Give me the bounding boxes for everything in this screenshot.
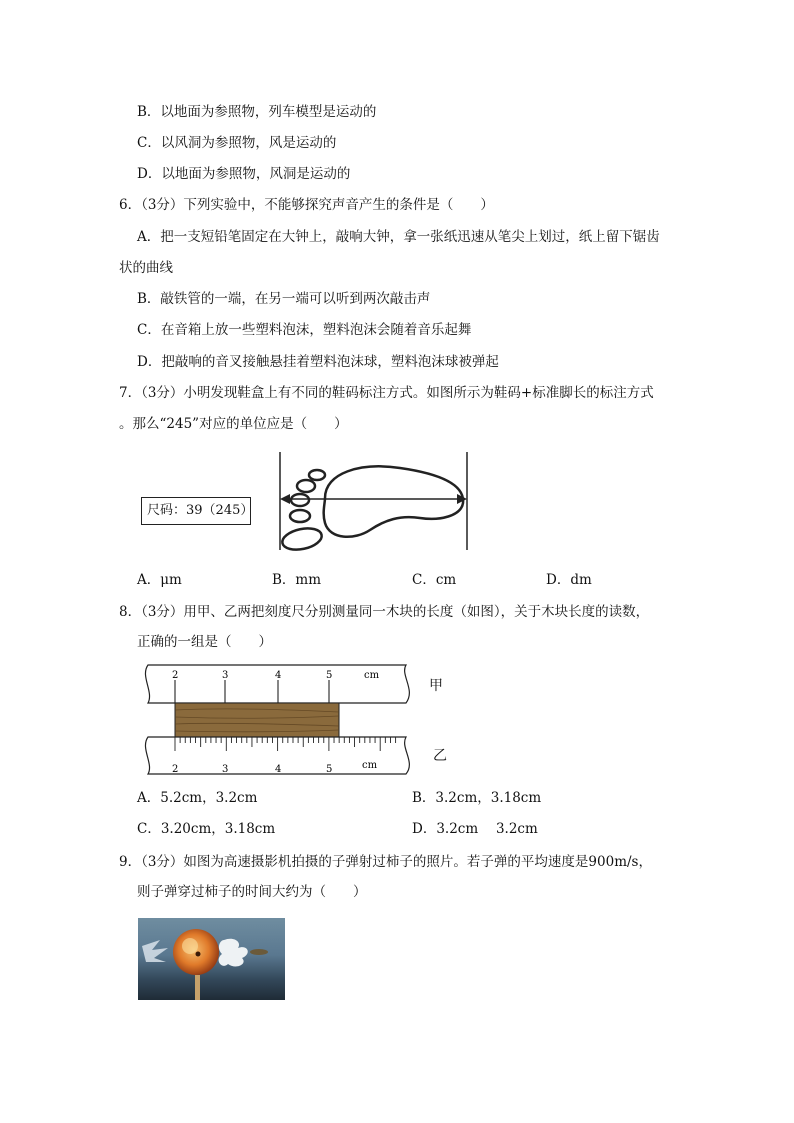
q6-option-a-line2: 状的曲线 <box>119 260 173 276</box>
q8-option-c: C．3.20cm，3.18cm <box>137 821 276 837</box>
ruler-yi-tick-4: 4 <box>275 764 282 775</box>
bullet-persimmon-photo <box>138 918 285 1000</box>
toe-4 <box>290 510 310 522</box>
persimmon-highlight <box>182 938 198 954</box>
q6-option-a-line1: A．把一支短铅笔固定在大钟上，敲响大钟，拿一张纸迅速从笔尖上划过，纸上留下锯齿 <box>137 229 660 245</box>
q6-option-d: D．把敲响的音叉接触悬挂着塑料泡沫球，塑料泡沫球被弹起 <box>137 354 499 370</box>
ruler-yi-tick-3: 3 <box>222 764 229 775</box>
q8-option-d: D．3.2cm 3.2cm <box>412 821 538 837</box>
stand-post <box>195 975 200 1000</box>
foot-sole-outline <box>324 466 463 536</box>
footprint-figure <box>270 448 480 558</box>
q7-option-c: C．cm <box>412 572 457 588</box>
shoe-size-label: 尺码：39（245） <box>147 503 254 518</box>
bullet <box>250 949 268 955</box>
ruler-jia-tick-4: 4 <box>275 670 282 681</box>
q6-stem: 6．（3分）下列实验中，不能够探究声音产生的条件是（ ） <box>119 197 494 213</box>
q7-option-b: B．mm <box>272 572 322 588</box>
ruler-jia-tick-2: 2 <box>172 670 179 681</box>
exit-splash <box>219 939 248 967</box>
ruler-jia-unit: cm <box>364 670 380 681</box>
q7-option-a: A．μm <box>137 572 182 588</box>
ruler-jia-tick-3: 3 <box>222 670 229 681</box>
q7-stem-line1: 7．（3分）小明发现鞋盒上有不同的鞋码标注方式。如图所示为鞋码+标准脚长的标注方式 <box>119 385 654 401</box>
q8-option-a: A．5.2cm，3.2cm <box>137 790 258 806</box>
ruler-jia-tick-5: 5 <box>326 670 333 681</box>
big-toe <box>280 525 323 553</box>
q8-option-b: B．3.2cm，3.18cm <box>412 790 542 806</box>
q6-option-b: B．敲铁管的一端，在另一端可以听到两次敲击声 <box>137 291 431 307</box>
bullet-persimmon-image <box>138 918 285 1000</box>
ruler-figure <box>138 660 428 778</box>
q7-option-d: D．dm <box>546 572 592 588</box>
q9-stem-line1: 9．（3分）如图为高速摄影机拍摄的子弹射过柿子的照片。若子弹的平均速度是900m/s， <box>119 854 652 870</box>
persimmon <box>173 929 219 975</box>
q8-stem-line1: 8．（3分）用甲、乙两把刻度尺分别测量同一木块的长度（如图），关于木块长度的读数， <box>119 604 650 620</box>
toe-3 <box>291 494 309 506</box>
persimmon-hole <box>196 952 201 957</box>
length-arrow-left-head <box>280 494 290 504</box>
q5-option-c: C．以风洞为参照物，风是运动的 <box>137 135 337 151</box>
q5-option-b: B．以地面为参照物，列车模型是运动的 <box>137 104 377 120</box>
toe-1 <box>309 470 325 480</box>
toe-2 <box>297 480 315 492</box>
ruler-yi-label: 乙 <box>433 748 447 764</box>
ruler-yi-unit: cm <box>362 760 378 771</box>
ruler-jia-label: 甲 <box>429 678 443 694</box>
q5-option-d: D．以地面为参照物，风洞是运动的 <box>137 166 351 182</box>
ruler-yi-tick-5: 5 <box>326 764 333 775</box>
ruler-yi-tick-2: 2 <box>172 764 179 775</box>
q8-stem-line2: 正确的一组是（ ） <box>137 634 272 650</box>
q7-stem-line2: 。那么“245”对应的单位应是（ ） <box>119 416 348 432</box>
q6-option-c: C．在音箱上放一些塑料泡沫，塑料泡沫会随着音乐起舞 <box>137 322 472 338</box>
shoe-size-label-box <box>141 497 254 525</box>
entry-splash <box>142 940 168 962</box>
q9-stem-line2: 则子弹穿过柿子的时间大约为（ ） <box>137 884 367 900</box>
